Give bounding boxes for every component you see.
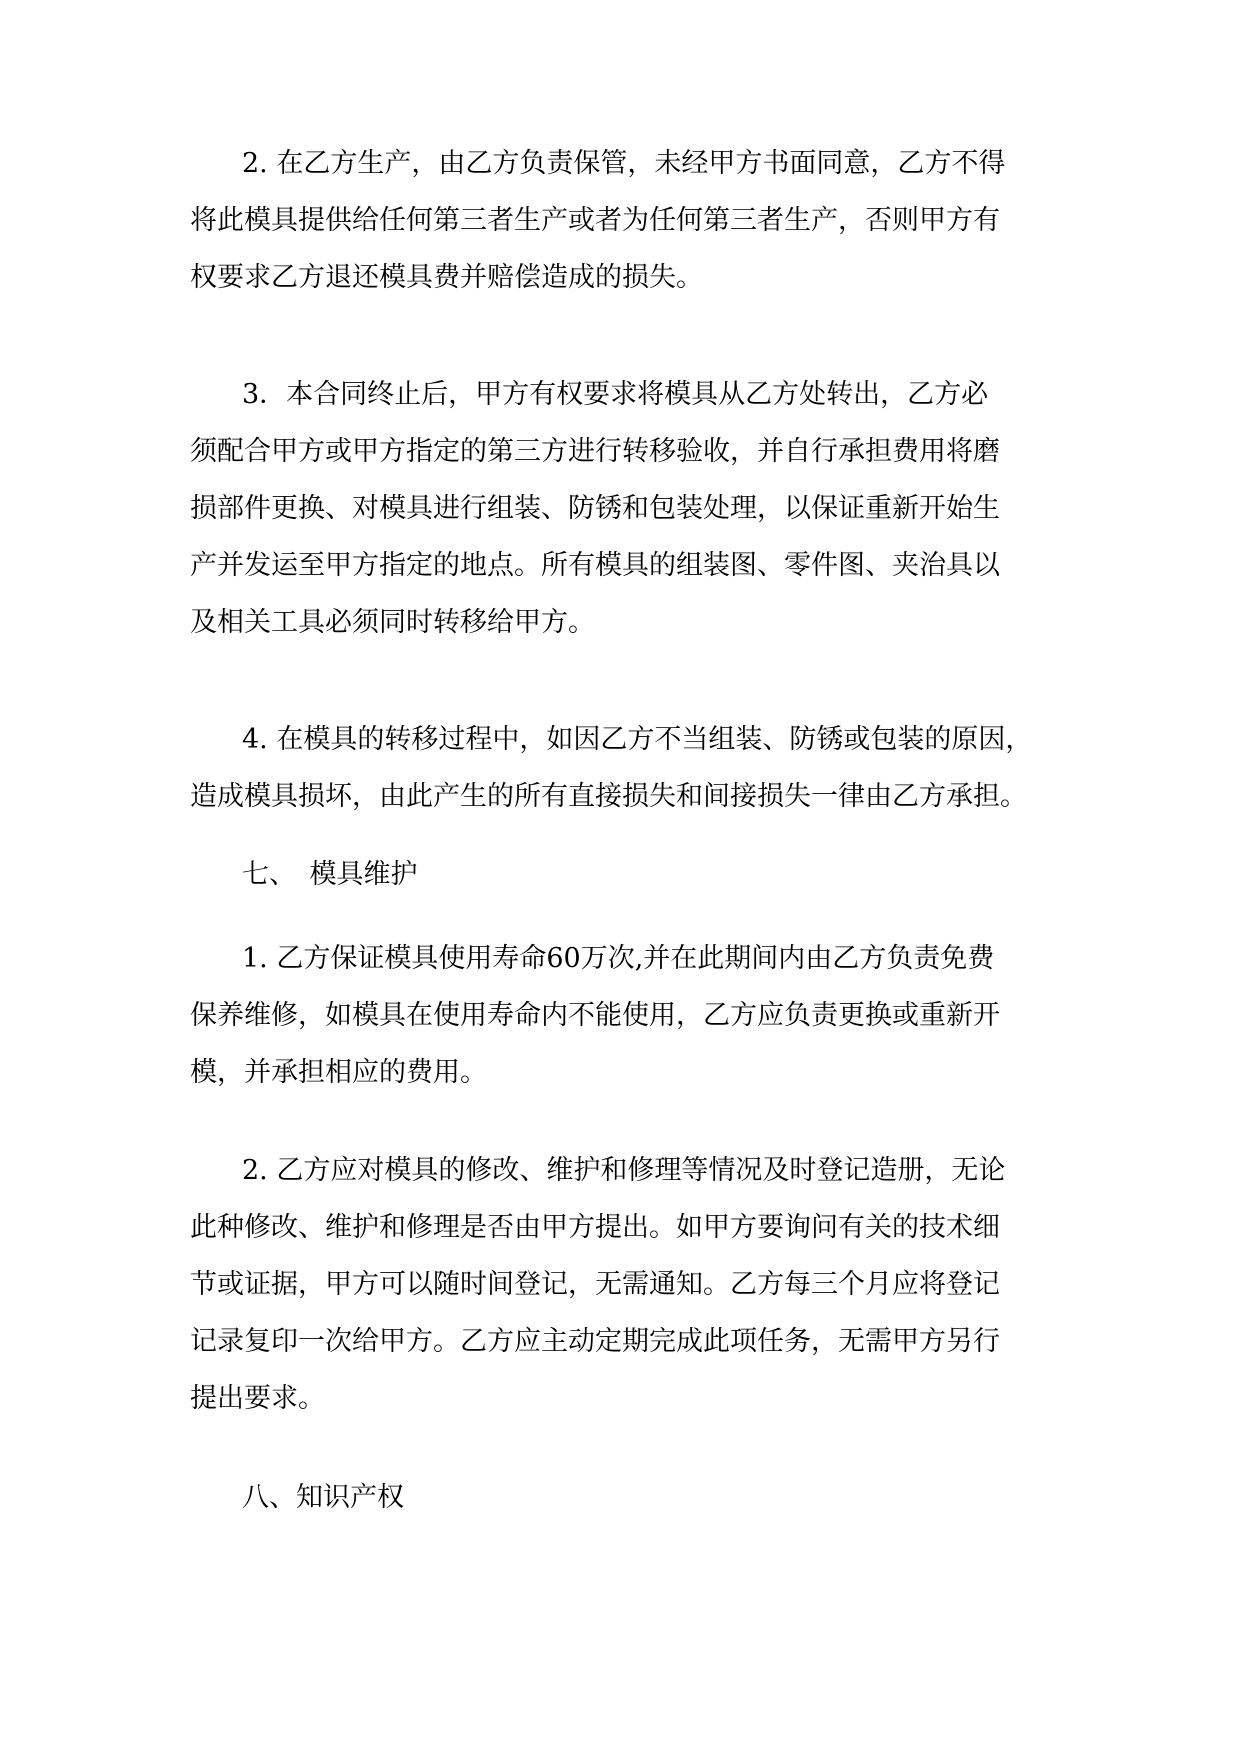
clause-7-2-line-2: 此种修改、维护和修理是否由甲方提出。如甲方要询问有关的技术细 [190, 1212, 1000, 1243]
clause-7-2-line-3: 节或证据，甲方可以随时间登记，无需通知。乙方每三个月应将登记 [190, 1269, 1000, 1300]
clause-6-2-line-1: 2. 在乙方生产，由乙方负责保管，未经甲方书面同意，乙方不得 [242, 148, 1006, 179]
section-7-heading: 七、 模具维护 [242, 859, 418, 890]
section-8-heading: 八、知识产权 [242, 1482, 404, 1513]
clause-7-1-line-2: 保养维修，如模具在使用寿命内不能使用，乙方应负责更换或重新开 [190, 1000, 1000, 1031]
clause-7-1-line-1: 1. 乙方保证模具使用寿命60万次,并在此期间内由乙方负责免费 [242, 943, 995, 974]
clause-6-3-line-5: 及相关工具必须同时转移给甲方。 [190, 607, 595, 638]
clause-6-3-line-2: 须配合甲方或甲方指定的第三方进行转移验收，并自行承担费用将磨 [190, 436, 1000, 467]
clause-6-4-line-2: 造成模具损坏，由此产生的所有直接损失和间接损失一律由乙方承担。 [190, 781, 1027, 812]
clause-6-4-line-1: 4. 在模具的转移过程中，如因乙方不当组装、防锈或包装的原因， [242, 724, 1033, 755]
clause-6-3-line-4: 产并发运至甲方指定的地点。所有模具的组装图、零件图、夹治具以 [190, 550, 1000, 581]
clause-6-2-line-3: 权要求乙方退还模具费并赔偿造成的损失。 [190, 262, 703, 293]
clause-7-2-line-5: 提出要求。 [190, 1383, 325, 1414]
clause-6-3-line-3: 损部件更换、对模具进行组装、防锈和包装处理，以保证重新开始生 [190, 493, 1000, 524]
clause-6-3-line-1: 3．本合同终止后，甲方有权要求将模具从乙方处转出，乙方必 [242, 379, 989, 410]
clause-6-2-line-2: 将此模具提供给任何第三者生产或者为任何第三者生产，否则甲方有 [190, 205, 1000, 236]
clause-7-1-line-3: 模，并承担相应的费用。 [190, 1057, 487, 1088]
clause-7-2-line-1: 2. 乙方应对模具的修改、维护和修理等情况及时登记造册，无论 [242, 1155, 1006, 1186]
clause-7-2-line-4: 记录复印一次给甲方。乙方应主动定期完成此项任务，无需甲方另行 [190, 1326, 1000, 1357]
